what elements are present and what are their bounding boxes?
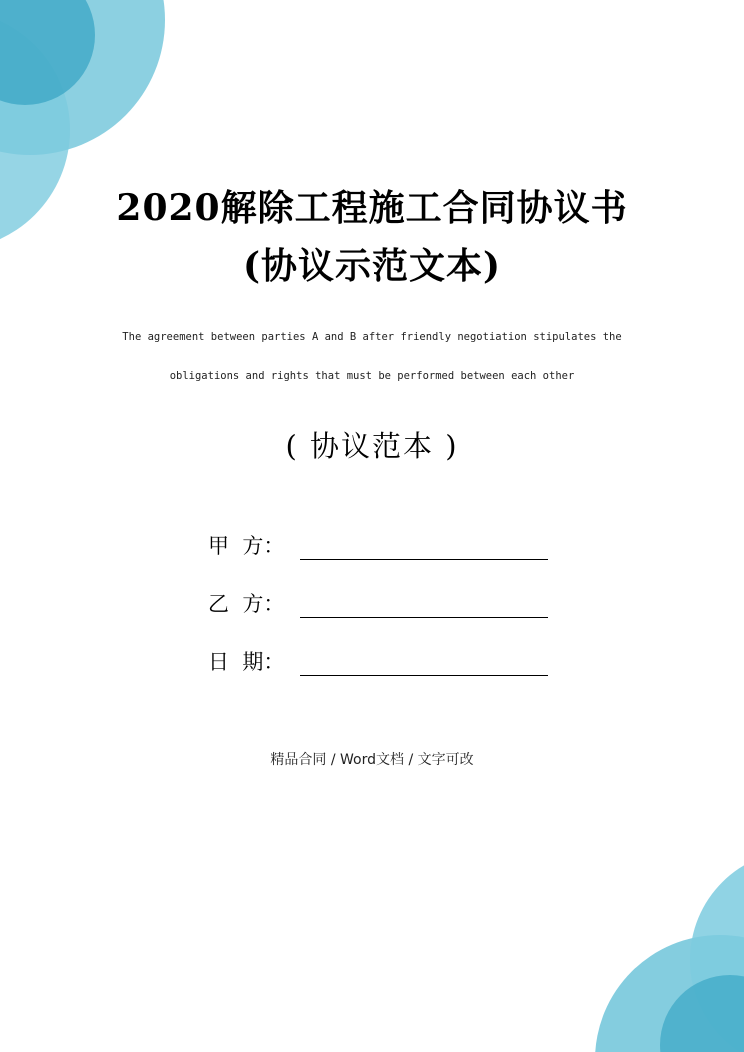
party-a-field — [208, 530, 548, 560]
party-b-label: 乙 方： — [208, 592, 285, 616]
document-title-subtitle: (协议示范文本) — [242, 245, 502, 287]
date-field — [208, 646, 548, 676]
party-b-field — [208, 588, 548, 618]
date-label: 日 期： — [208, 650, 285, 674]
party-b-blank[interactable] — [300, 595, 548, 618]
date-blank[interactable] — [300, 653, 548, 676]
english-description-line2: obligations and rights that must be performed between each other — [169, 370, 575, 382]
party-a-blank[interactable] — [300, 537, 548, 560]
document-title: 2020解除工程施工合同协议书 — [116, 187, 628, 229]
english-description-line1: The agreement between parties A and B after friendly negotiation stipulates the — [122, 331, 622, 343]
footer-note: 精品合同 / Word文档 / 文字可改 — [270, 752, 474, 768]
bottom-right-circles — [595, 850, 744, 1052]
agreement-template-label: ( 协议范本 ) — [285, 429, 459, 463]
party-a-label: 甲 方： — [208, 534, 285, 558]
